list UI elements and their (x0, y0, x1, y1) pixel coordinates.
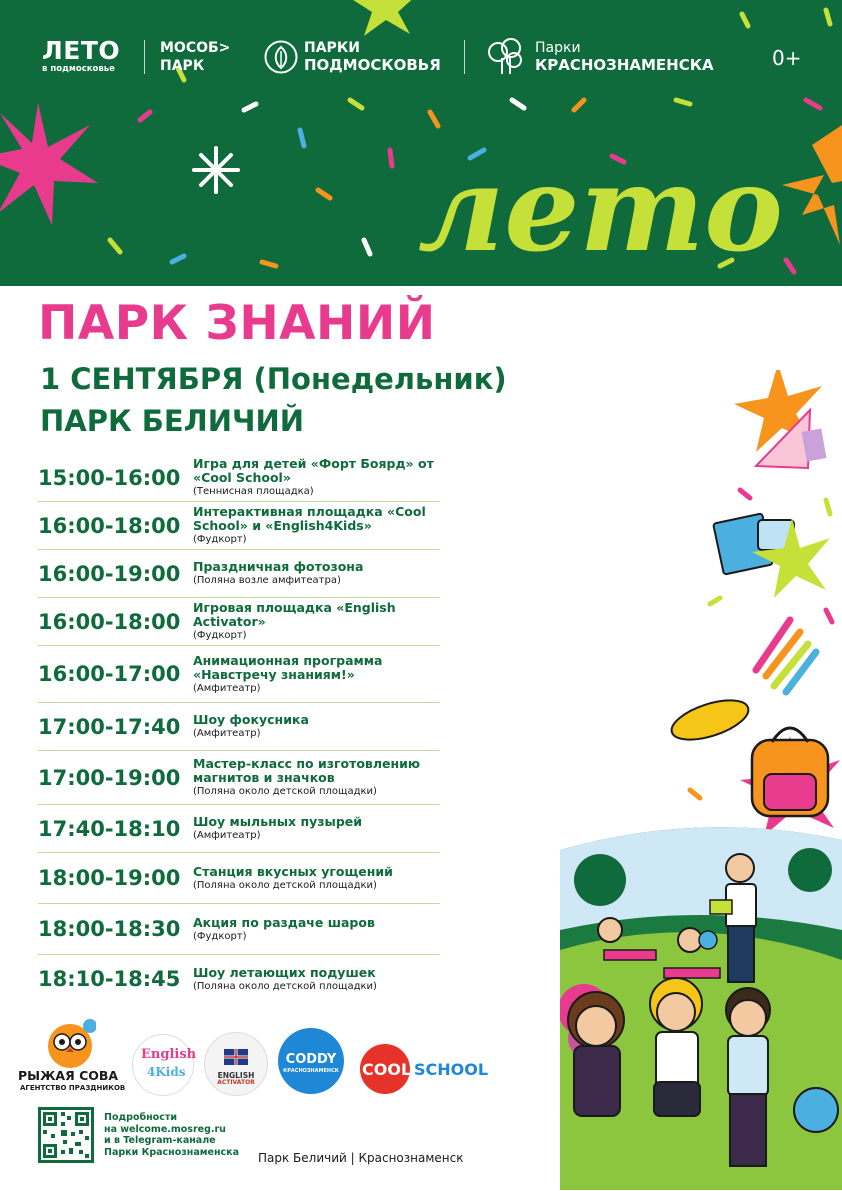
pencils-icon (756, 620, 816, 692)
eact-logo-line1: ENGLISH (217, 1071, 255, 1080)
footer-info-line: Подробности (104, 1112, 177, 1123)
schedule-row (38, 598, 440, 646)
event-date: 1 СЕНТЯБРЯ (Понедельник) (40, 362, 507, 396)
footer-info-link[interactable]: на welcome.mosreg.ru (104, 1123, 226, 1135)
schedule-activity: Игра для детей «Форт Боярд» от «Cool School» (193, 456, 434, 485)
cool-school-logo-cool: COOL (362, 1060, 412, 1079)
schedule-time: 18:10-18:45 (38, 967, 181, 991)
schedule-place: (Амфитеатр) (193, 728, 261, 739)
schedule-place: (Поляна около детской площадки) (193, 879, 377, 891)
owl-agency-name: РЫЖАЯ СОВА (18, 1068, 119, 1083)
schedule-time: 18:00-18:30 (38, 917, 181, 941)
snowflake-icon (194, 148, 238, 192)
schedule-place: (Фудкорт) (193, 534, 247, 545)
mosobpark-logo-line2: ПАРК (160, 58, 205, 74)
schedule-time: 16:00-18:00 (38, 609, 181, 634)
pencil-case-icon (667, 692, 753, 747)
schedule-time: 16:00-17:00 (38, 662, 181, 686)
schedule-place: (Поляна возле амфитеатра) (193, 575, 341, 586)
backpack-icon (752, 728, 828, 816)
partner-logos (0, 1010, 560, 1100)
coddy-logo (278, 1028, 344, 1094)
age-rating: 0+ (772, 46, 802, 70)
schedule-time: 15:00-16:00 (38, 465, 181, 490)
schedule-time: 16:00-18:00 (38, 513, 181, 538)
e4k-logo-line2: 4Kids (147, 1065, 186, 1079)
leto-hand-lettering: лето (418, 139, 784, 278)
krasno-logo-line1: Парки (535, 40, 581, 56)
logo-separator (464, 40, 465, 74)
event-title: ПАРК ЗНАНИЙ (38, 296, 436, 351)
footer-info-line: Парки Краснознаменска (104, 1146, 240, 1158)
eact-logo-line2: ACTIVATOR (217, 1079, 255, 1086)
schedule-place: (Амфитеатр) (193, 682, 261, 694)
schedule-row (38, 805, 440, 853)
schedule-activity: Интерактивная площадка «Cool School» и «English4Kids» (193, 504, 426, 533)
tree-icon (484, 36, 526, 78)
schedule-row (38, 904, 440, 955)
schedule-place: (Амфитеатр) (193, 830, 261, 841)
schedule-activity: Анимационная программа «Навстречу знаниям!» (193, 652, 383, 682)
leto-logo-title: ЛЕТО (42, 36, 121, 65)
coddy-logo-subtitle: КРАСНОЗНАМЕНСК (283, 1068, 339, 1074)
schedule-activity: Мастер-класс по изготовлению магнитов и значков (193, 756, 421, 785)
schedule-activity: Шоу фокусника (193, 712, 309, 727)
schedule-time: 17:00-19:00 (38, 765, 181, 790)
schedule-activity: Праздничная фотозона (193, 559, 364, 574)
leto-logo-subtitle: в подмосковье (42, 64, 115, 74)
schedule-place: (Фудкорт) (193, 630, 247, 641)
owl-agency-subtitle: АГЕНТСТВО ПРАЗДНИКОВ (20, 1084, 126, 1092)
english4kids-logo (132, 1034, 197, 1096)
schedule-activity: Акция по раздаче шаров (193, 914, 375, 930)
owl-icon (44, 1016, 96, 1070)
partner-logo-row (0, 0, 842, 110)
footer-location: Парк Беличий | Краснознаменск (258, 1151, 464, 1165)
krasno-logo-line2: КРАСНОЗНАМЕНСКА (535, 56, 714, 74)
schedule-row (38, 703, 440, 751)
schedule-row (38, 751, 440, 805)
schedule-place: (Поляна около детской площадки) (193, 980, 377, 992)
cool-school-logo-school: SCHOOL (414, 1060, 489, 1079)
footer-details (104, 1112, 239, 1158)
schedule-time: 17:40-18:10 (38, 816, 181, 841)
event-location-title: ПАРК БЕЛИЧИЙ (40, 404, 305, 438)
schedule-row (38, 550, 440, 598)
qr-code-icon[interactable] (38, 1107, 94, 1163)
schedule-place: (Поляна около детской площадки) (193, 786, 377, 797)
parki-logo-line1: ПАРКИ (304, 40, 360, 56)
schedule-time: 18:00-19:00 (38, 866, 181, 890)
footer-info-line: и в Telegram-канале (104, 1135, 216, 1146)
pink-star-icon (0, 103, 98, 225)
schedule-time: 17:00-17:40 (38, 714, 181, 739)
parki-logo-line2: ПОДМОСКОВЬЯ (304, 56, 441, 74)
e4k-logo-line1: English (141, 1047, 197, 1062)
school-illustration (560, 370, 842, 1191)
schedule-place: (Фудкорт) (193, 930, 247, 942)
orange-star-icon (782, 125, 842, 245)
schedule-activity: Игровая площадка «English Activator» (193, 600, 396, 629)
schedule-row (38, 955, 440, 1003)
schedule-place: (Теннисная площадка) (193, 486, 314, 497)
schedule-row (38, 454, 440, 502)
coddy-logo-title: CODDY (285, 1052, 337, 1067)
schedule-list (38, 454, 440, 1003)
schedule-row (38, 646, 440, 703)
mosobpark-logo-line1: МОСОБ> (160, 40, 231, 56)
leaf-circle-icon (264, 40, 298, 74)
schedule-activity: Шоу мыльных пузырей (193, 814, 363, 829)
english-activator-logo (204, 1032, 268, 1096)
schedule-row (38, 502, 440, 550)
logo-separator (144, 40, 145, 74)
header-banner (0, 0, 842, 286)
schedule-activity: Шоу летающих подушек (193, 964, 376, 980)
schedule-activity: Станция вкусных угощений (193, 863, 393, 879)
schedule-time: 16:00-19:00 (38, 561, 181, 586)
schedule-row (38, 853, 440, 904)
